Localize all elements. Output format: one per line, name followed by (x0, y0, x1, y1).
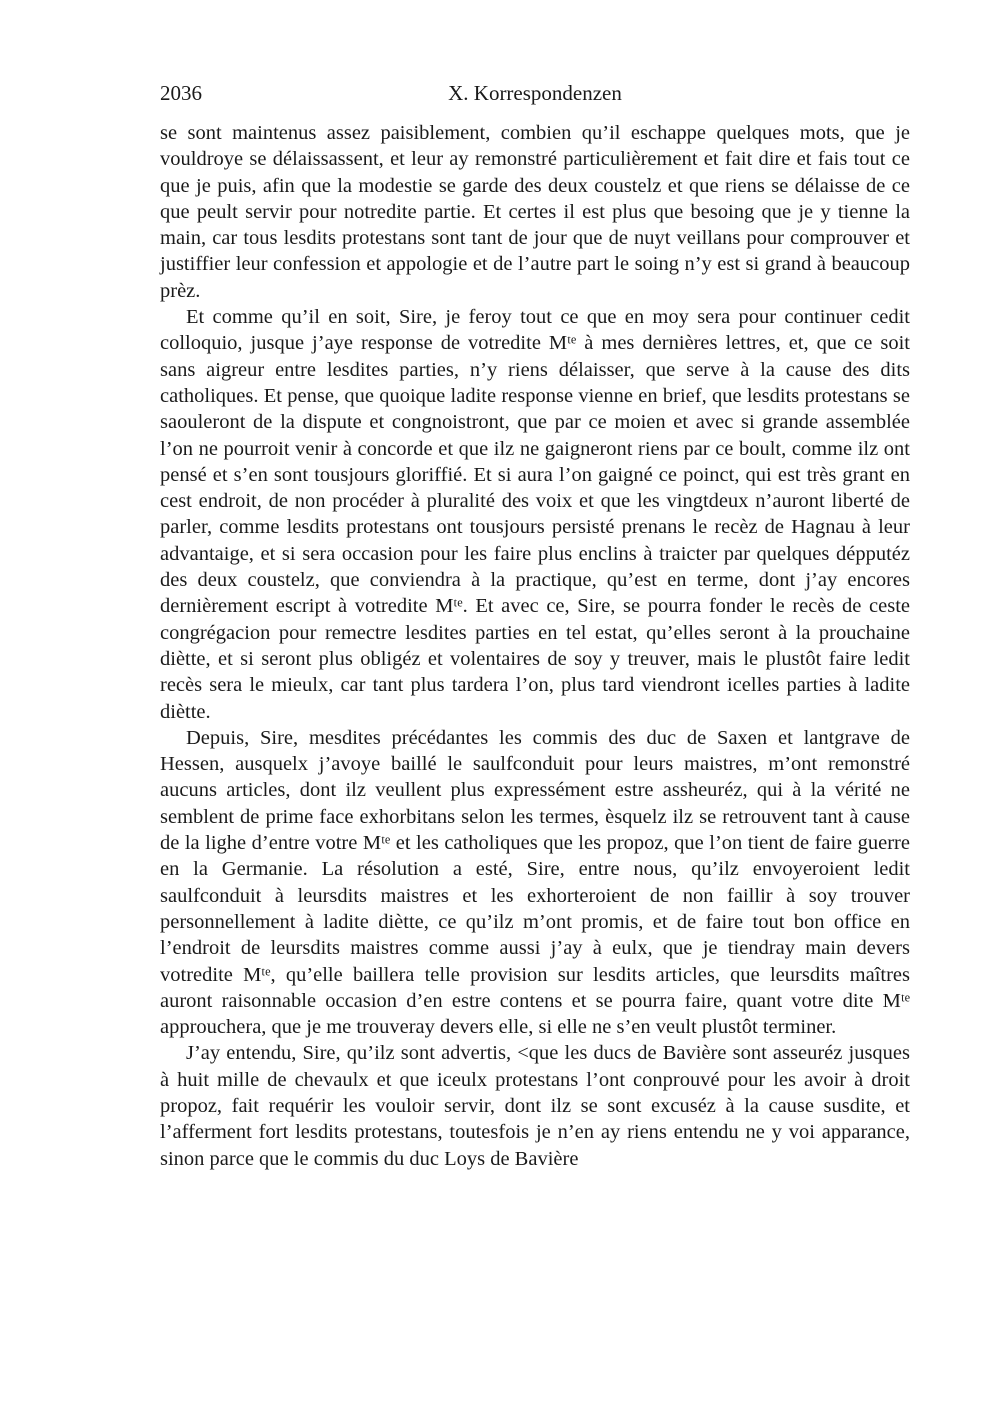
running-head (160, 78, 910, 108)
paragraph-2: Et comme qu’il en soit, Sire, je feroy tout ce que en moy sera pour continuer cedit colloquio, jusque j’aye response de votredite Mᵗᵉ à mes dernières lettres, et, que ce soit sans aigreur entre lesdites parties, n’y riens délaisser, que serve à la cause des dits catholiques. Et pense, que quoique ladite response vienne en brief, que lesdits protestans se saouleront de la dispute et congnoistront, que par ce moien et avec si grande assemblée l’on ne pourroit venir à concorde et que ilz ne gaigneront riens par ce boult, comme ilz ont pensé et s’en sont tousjours gloriffié. Et si aura l’on gaigné ce poinct, qui est très grant en cest endroit, de non procéder à pluralité des voix et que les vingtdeux n’auront liberté de parler, comme lesdits protestans ont tousjours persisté prenans le recèz de Hagnau à leur advantaige, et si sera occasion pour les faire plus enclins à traicter par quelques dépputéz des deux coustelz, que conviendra à la practique, qu’est en terme, dont j’ay encores dernièrement escript à votredite Mᵗᵉ. Et avec ce, Sire, se pourra fonder le recès de ceste congrégacion pour remectre lesdites parties en tel estat, qu’elles seront à la prouchaine diètte, et si seront plus obligéz et volentaires de soy y treuver, mais le plustôt faire ledit recès sera le mieulx, car tant plus tardera l’on, plus tard viendront icelles parties à ladite diètte. (160, 306, 910, 723)
body-text (160, 120, 910, 1172)
paragraph-3: Depuis, Sire, mesdites précédantes les commis des duc de Saxen et lantgrave de Hessen, ausquelx j’avoye baillé le saulfconduit pour leurs maistres, m’ont remonstré aucuns articles, dont ilz veullent plus expressément estre assheuréz, qui à la vérité ne semblent de prime face exhorbitans selon les termes, èsquelz ilz se retrouvent tant à cause de la lighe d’entre votre Mᵗᵉ et les catholiques que les propoz, que l’on tient de faire guerre en la Germanie. La résolution a esté, Sire, entre nous, qu’ilz envoyeroient ledit saulfconduit à leursdits maistres et les exhorteroient de non faillir à soy trouver personnellement à ladite diètte, ce qu’ilz m’ont promis, et de faire tout bon office en l’endroit de leursdits maistres comme aussi j’ay à eulx, que je tiendray main devers votredite Mᵗᵉ, qu’elle baillera telle provision sur lesdits articles, que leursdits maîtres auront raisonnable occasion d’en estre contens et se pourra faire, quant votre dite Mᵗᵉ approuchera, que je me trouveray devers elle, si elle ne s’en veult plustôt terminer. (160, 726, 910, 1039)
page-number: 2036 (160, 81, 202, 105)
running-title: X. Korrespondenzen (448, 81, 622, 105)
paragraph-1: se sont maintenus assez paisiblement, combien qu’il eschappe quelques mots, que je vouldroye se délaissassent, et leur ay remonstré particulièrement et fait dire et fais tout ce que je puis, afin que la modestie se garde des deux coustelz et que riens se délaisse de ce que peult servir pour notredite partie. Et certes il est plus que besoing que je y tienne la main, car tous lesdits protestans sont tant de jour que de nuyt veillans pour comprouver et justiffier leur confession et appologie et de l’autre part le soing n’y est si grand à beaucoup prèz. (160, 122, 910, 302)
document-page (160, 78, 910, 1172)
paragraph-4: J’ay entendu, Sire, qu’ilz sont advertis, <que les ducs de Bavière sont asseuréz jusques à huit mille de chevaulx et que iceulx protestans l’ont conprouvé pour les avoir à droit propoz, fait requérir les vouloir servir, dont ilz se sont excuséz à la cause susdite, et l’afferment fort lesdits protestans, toutesfois je n’en ay riens entendu ne y voi apparance, sinon parce que le commis du duc Loys de Bavière (160, 1042, 910, 1170)
